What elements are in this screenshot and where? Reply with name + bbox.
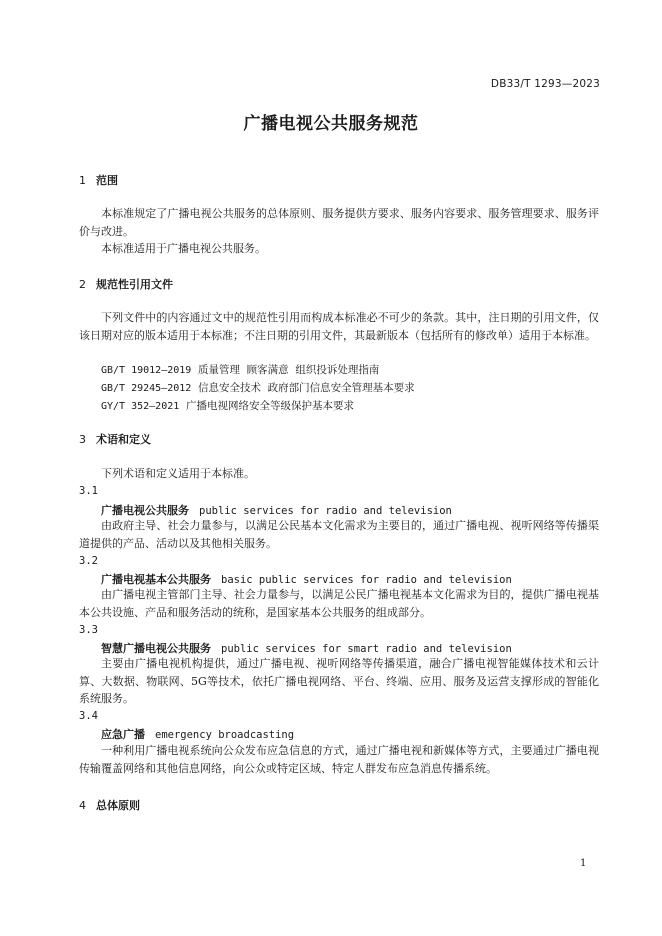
term-definition: 由广播电视主管部门主导、社会力量参与，以满足公民广播电视基本文化需求为目的，提供广播电视基本公共设施、产品和服务活动的统称，是国家基本公共服务的组成部分。 <box>79 588 599 619</box>
term-chinese: 应急广播 <box>101 728 145 741</box>
document-title: 广播电视公共服务规范 <box>243 114 419 134</box>
term-english: public services for smart radio and television <box>221 643 512 655</box>
section-3-heading <box>79 431 151 447</box>
term-definition: 主要由广播电视机构提供，通过广播电视、视听网络等传播渠道，融合广播电视智能媒体技术和云计算、大数据、物联网、5G等技术，依托广播电视网络、平台、终端、应用、服务及运营支撑形成的智能化系统服务。 <box>79 657 599 705</box>
section-title: 术语和定义 <box>96 433 151 446</box>
term-english: basic public services for radio and television <box>221 574 512 586</box>
reference-item <box>101 380 415 395</box>
term-heading <box>101 640 512 656</box>
term-chinese: 广播电视公共服务 <box>101 504 189 517</box>
reference-item <box>101 362 379 377</box>
section-1-heading <box>79 172 118 188</box>
section-number: 4 <box>79 799 86 812</box>
term-heading <box>101 571 512 587</box>
reference-name: 质量管理 顾客满意 组织投诉处理指南 <box>198 364 380 376</box>
section-title: 总体原则 <box>96 799 140 812</box>
reference-code: GB/T 19012—2019 <box>101 365 192 376</box>
section-4-heading <box>79 797 140 813</box>
term-number: 3.2 <box>79 555 98 567</box>
reference-item <box>101 398 354 413</box>
term-definition: 一种利用广播电视系统向公众发布应急信息的方式，通过广播电视和新媒体等方式，主要通过广播电视传输覆盖网络和其他信息网络，向公众或特定区域、特定人群发布应急消息传播系统。 <box>79 744 599 775</box>
section-2-heading <box>79 276 173 292</box>
reference-name: 信息安全技术 政府部门信息安全管理基本要求 <box>198 382 415 394</box>
term-heading <box>101 502 452 518</box>
section-title: 规范性引用文件 <box>96 278 173 291</box>
reference-name: 广播电视网络安全等级保护基本要求 <box>185 400 354 412</box>
term-number: 3.1 <box>79 485 98 497</box>
term-number: 3.3 <box>79 624 98 636</box>
scope-paragraph-1: 本标准规定了广播电视公共服务的总体原则、服务提供方要求、服务内容要求、服务管理要求、服务评价与改进。 <box>79 207 599 238</box>
standard-code: DB33/T 1293—2023 <box>490 78 600 90</box>
section-title: 范围 <box>96 174 118 187</box>
term-number: 3.4 <box>79 710 98 722</box>
term-english: emergency broadcasting <box>155 729 295 741</box>
normative-intro: 下列文件中的内容通过文中的规范性引用而构成本标准必不可少的条款。其中，注日期的引用文件，仅该日期对应的版本适用于本标准；不注日期的引用文件，其最新版本（包括所有的修改单）适用于本标准。 <box>79 311 599 342</box>
section-number: 1 <box>79 174 86 187</box>
term-english: public services for radio and television <box>199 505 452 517</box>
terms-intro: 下列术语和定义适用于本标准。 <box>101 467 255 480</box>
term-definition: 由政府主导、社会力量参与，以满足公民基本文化需求为主要目的，通过广播电视、视听网络等传播渠道提供的产品、活动以及其他相关服务。 <box>79 519 599 550</box>
reference-code: GY/T 352—2021 <box>101 401 180 412</box>
term-heading <box>101 726 294 742</box>
scope-paragraph-2: 本标准适用于广播电视公共服务。 <box>101 242 266 255</box>
page-number: 1 <box>580 858 587 869</box>
reference-code: GB/T 29245—2012 <box>101 383 192 394</box>
term-chinese: 广播电视基本公共服务 <box>101 573 211 586</box>
section-number: 3 <box>79 433 86 446</box>
term-chinese: 智慧广播电视公共服务 <box>101 642 211 655</box>
section-number: 2 <box>79 278 86 291</box>
